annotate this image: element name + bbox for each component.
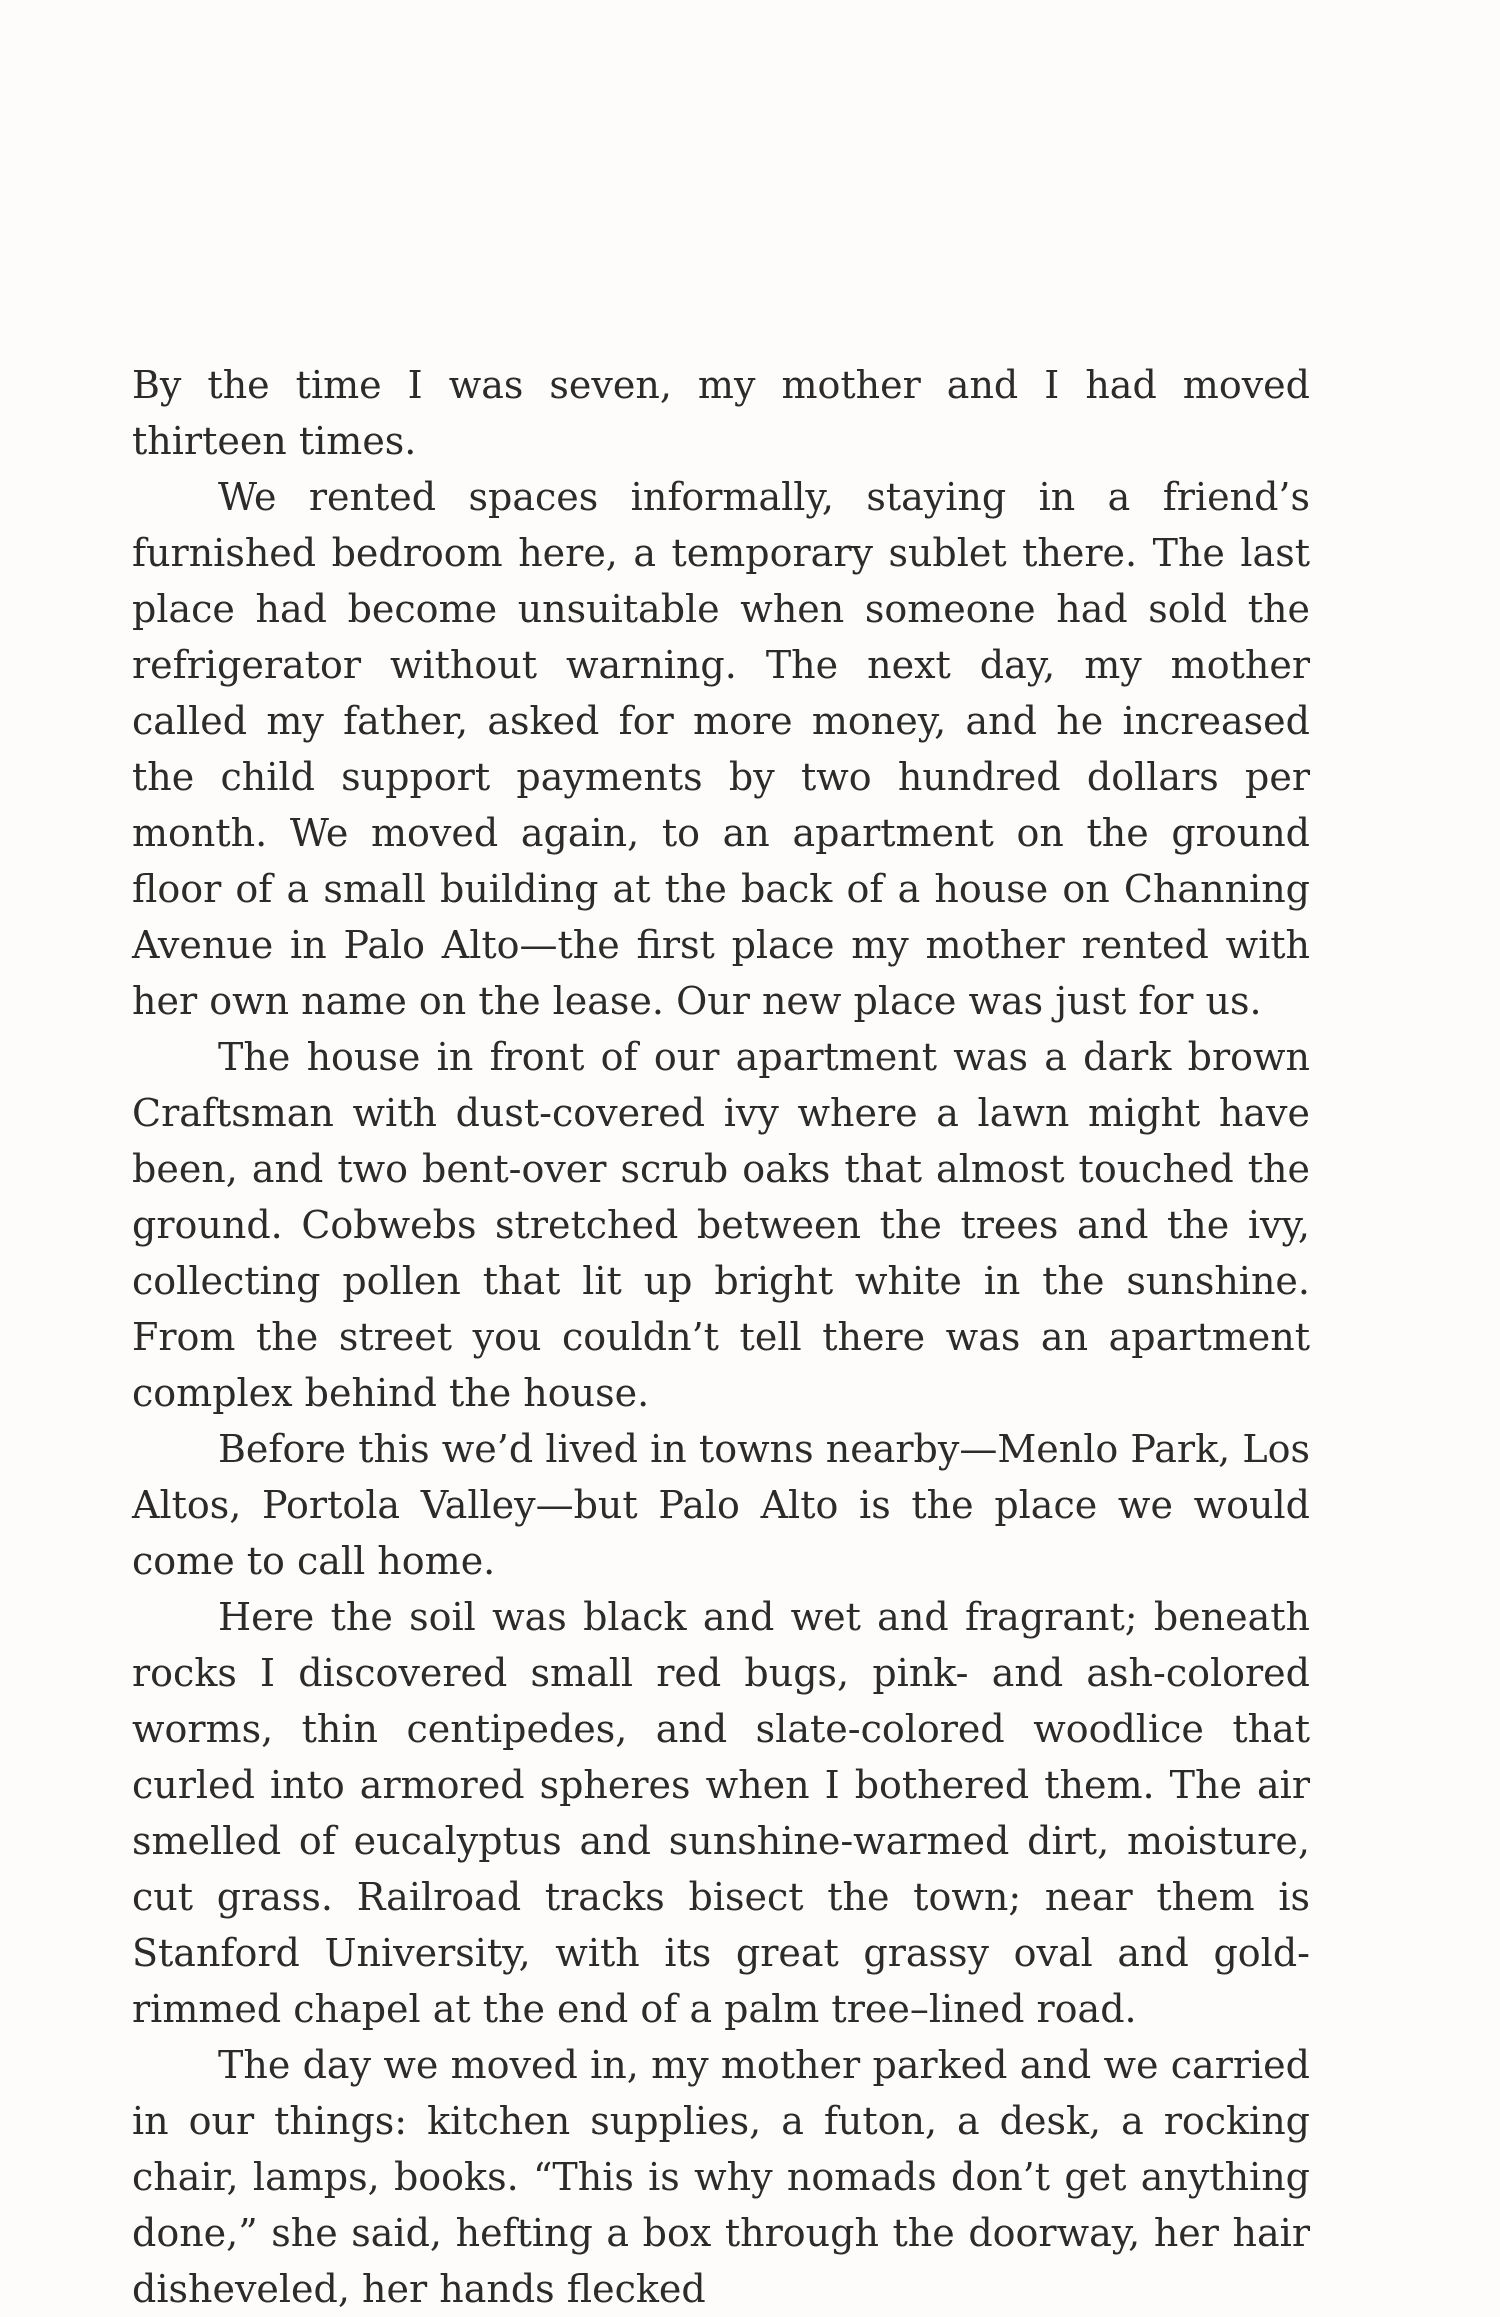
body-text — [132, 357, 1310, 2317]
paragraph-4: Before this we’d lived in towns nearby—Menlo Park, Los Altos, Portola Valley—but Palo Alto is the place we would come to call home. — [132, 1427, 1310, 1583]
paragraph-1: By the time I was seven, my mother and I had moved thirteen times. — [132, 363, 1310, 463]
paragraph-6: The day we moved in, my mother parked and we carried in our things: kitchen supplies, a futon, a desk, a rocking chair, lamps, books. “This is why nomads don’t get anything done,” she said, hefting a box through the doorway, her hair disheveled, her hands flecked — [132, 2043, 1310, 2311]
paragraph-2: We rented spaces informally, staying in a friend’s furnished bedroom here, a temporary sublet there. The last place had become unsuitable when someone had sold the refrigerator without warning. The next day, my mother called my father, asked for more money, and he increased the child support payments by two hundred dollars per month. We moved again, to an apartment on the ground floor of a small building at the back of a house on Channing Avenue in Palo Alto—the first place my mother rented with her own name on the lease. Our new place was just for us. — [132, 475, 1310, 1023]
paragraph-5: Here the soil was black and wet and fragrant; beneath rocks I discovered small red bugs, pink- and ash-colored worms, thin centipedes, and slate-colored woodlice that curled into armored spheres when I bothered them. The air smelled of eucalyptus and sunshine-warmed dirt, moisture, cut grass. Railroad tracks bisect the town; near them is Stanford University, with its great grassy oval and gold-rimmed chapel at the end of a palm tree–lined road. — [132, 1595, 1310, 2031]
paragraph-3: The house in front of our apartment was a dark brown Craftsman with dust-covered ivy where a lawn might have been, and two bent-over scrub oaks that almost touched the ground. Cobwebs stretched between the trees and the ivy, collecting pollen that lit up bright white in the sunshine. From the street you couldn’t tell there was an apartment complex behind the house. — [132, 1035, 1310, 1415]
